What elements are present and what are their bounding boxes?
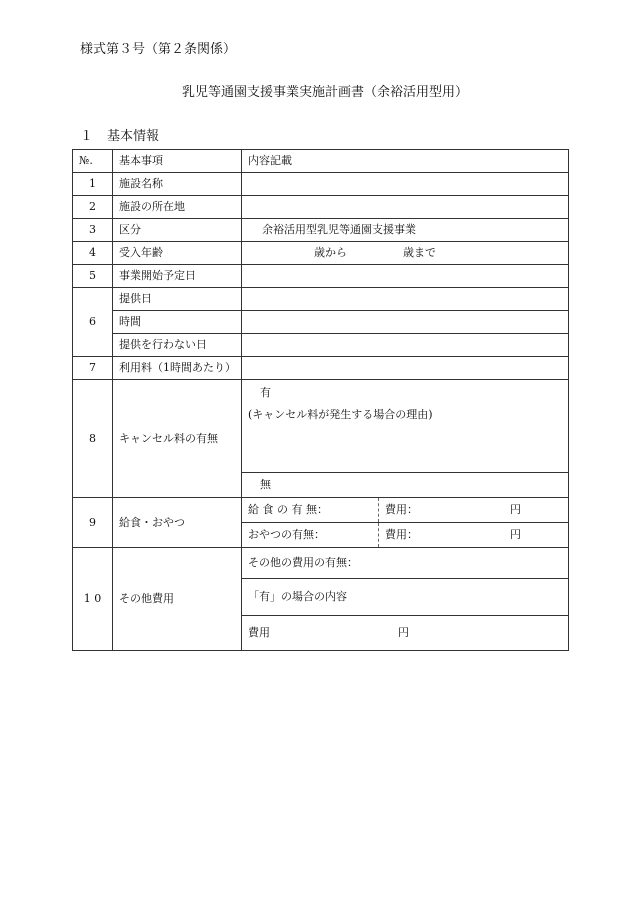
row-item-label: キャンセル料の有無 xyxy=(113,380,242,498)
table-row xyxy=(73,242,569,265)
category-field xyxy=(242,219,569,242)
header-item: 基本事項 xyxy=(113,150,242,173)
other-fee-detail-label: 「有」の場合の内容 xyxy=(248,590,347,603)
service-days-field[interactable] xyxy=(242,288,569,311)
row-item-label: 施設名称 xyxy=(113,173,242,196)
table-row xyxy=(73,196,569,219)
other-fee-presence-field[interactable] xyxy=(242,548,569,579)
age-from-label: 歳から xyxy=(314,246,347,259)
table-row xyxy=(73,265,569,288)
header-content: 内容記載 xyxy=(242,150,569,173)
row-item-label: 利用料（1時間あたり） xyxy=(113,357,242,380)
table-header-row xyxy=(73,150,569,173)
start-date-field[interactable] xyxy=(242,265,569,288)
table-row xyxy=(73,173,569,196)
row-item-label: 提供日 xyxy=(113,288,242,311)
header-no: №. xyxy=(73,150,113,173)
row-item-label: その他費用 xyxy=(113,548,242,651)
table-row xyxy=(73,288,569,311)
row-item-label: 事業開始予定日 xyxy=(113,265,242,288)
meal-fee-label: 費用： xyxy=(385,503,418,516)
basic-info-table xyxy=(72,149,569,651)
snack-yen-label: 円 xyxy=(510,528,521,541)
row-number: 4 xyxy=(73,242,113,265)
row-item-label: 給食・おやつ xyxy=(113,498,242,548)
table-row xyxy=(73,311,569,334)
row-item-label: 受入年齢 xyxy=(113,242,242,265)
table-row xyxy=(73,219,569,242)
row-number: 6 xyxy=(73,288,113,357)
cancel-no-label: 無 xyxy=(260,478,271,491)
table-row xyxy=(73,548,569,579)
meal-yen-label: 円 xyxy=(510,503,521,516)
snack-field[interactable] xyxy=(242,523,569,548)
row-item-label: 施設の所在地 xyxy=(113,196,242,219)
facility-name-field[interactable] xyxy=(242,173,569,196)
age-to-label: 歳まで xyxy=(403,246,436,259)
row-number: 2 xyxy=(73,196,113,219)
cancel-reason-label: (キャンセル料が発生する場合の理由) xyxy=(248,408,433,421)
form-number: 様式第３号（第２条関係） xyxy=(80,42,237,57)
other-fee-yen-label: 円 xyxy=(398,626,409,639)
row-number: 7 xyxy=(73,357,113,380)
table-row xyxy=(73,357,569,380)
row-number: 8 xyxy=(73,380,113,498)
category-value: 余裕活用型乳児等通園支援事業 xyxy=(262,223,416,236)
row-number: 9 xyxy=(73,498,113,548)
other-fee-label: その他の費用の有無： xyxy=(248,556,358,569)
meal-field[interactable] xyxy=(242,498,569,523)
row-item-label: 提供を行わない日 xyxy=(113,334,242,357)
row-number: 1 0 xyxy=(73,548,113,651)
section-label: 基本情報 xyxy=(107,129,160,144)
other-fee-amount-field[interactable] xyxy=(242,616,569,651)
cancel-yes-label: 有 xyxy=(260,386,271,399)
closed-days-field[interactable] xyxy=(242,334,569,357)
snack-fee-label: 費用： xyxy=(385,528,418,541)
section-number: １ xyxy=(80,129,94,144)
table-row xyxy=(73,498,569,523)
age-range-field[interactable] xyxy=(242,242,569,265)
service-hours-field[interactable] xyxy=(242,311,569,334)
row-number: 5 xyxy=(73,265,113,288)
cancel-fee-yes-field[interactable] xyxy=(242,380,569,473)
document-title: 乳児等通園支援事業実施計画書（余裕活用型用） xyxy=(181,85,468,100)
meal-label: 給 食 の 有 無： xyxy=(248,503,328,516)
row-item-label: 区分 xyxy=(113,219,242,242)
facility-address-field[interactable] xyxy=(242,196,569,219)
hourly-fee-field[interactable] xyxy=(242,357,569,380)
other-fee-detail-field[interactable] xyxy=(242,579,569,616)
table-row xyxy=(73,334,569,357)
snack-label: おやつの有無： xyxy=(248,528,325,541)
other-fee-amount-label: 費用 xyxy=(248,626,270,639)
row-number: 1 xyxy=(73,173,113,196)
section-title xyxy=(80,125,159,144)
table-row xyxy=(73,380,569,473)
cancel-fee-no-field[interactable] xyxy=(242,473,569,498)
row-number: 3 xyxy=(73,219,113,242)
row-item-label: 時間 xyxy=(113,311,242,334)
